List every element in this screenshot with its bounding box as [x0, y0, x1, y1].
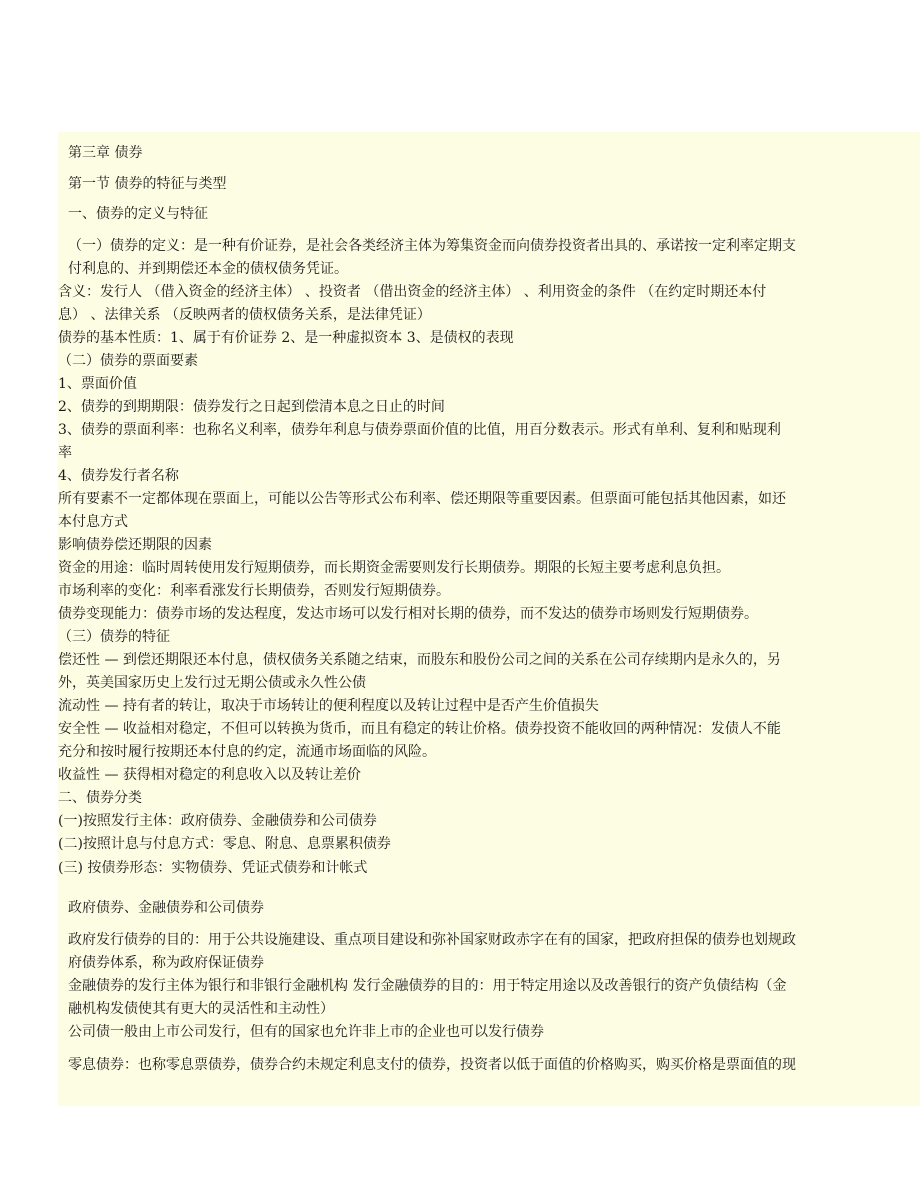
issuer-name: 4、债券发行者名称: [58, 468, 179, 484]
corp: 公司债一般由上市公司发行，但有的国家也允许非上市的企业也可以发行债券: [68, 1024, 544, 1040]
factor-rate: 市场利率的变化：利率看涨发行长期债券，否则发行短期债券。: [58, 583, 450, 599]
all-elements-line-2: 本付息方式: [58, 514, 128, 530]
factors-heading: 影响债券偿还期限的因素: [58, 537, 212, 553]
gov-line-2: 府债券体系，称为政府保证债券: [68, 955, 264, 971]
meaning-line-2: 息） 、法律关系 （反映两者的债权债务关系，是法律凭证）: [58, 307, 431, 323]
basic-nature: 债券的基本性质：1、属于有价证券 2、是一种虚拟资本 3、是债权的表现: [58, 330, 514, 346]
all-elements-line-1: 所有要素不一定都体现在票面上，可能以公告等形式公布利率、偿还期限等重要因素。但票面可能包括其他因素，如还: [58, 491, 786, 507]
classification-heading: 二、债券分类: [58, 790, 142, 806]
chapter-title: 第三章 债券: [68, 145, 143, 161]
zero-coupon: 零息债券：也称零息票债券，债券合约未规定利息支付的债券，投资者以低于面值的价格购买，购买价格是票面值的现: [68, 1057, 796, 1073]
safety-line-2: 充分和按时履行按期还本付息的约定，流通市场面临的风险。: [58, 744, 436, 760]
fin-line-1: 金融债券的发行主体为银行和非银行金融机构 发行金融债券的目的：用于特定用途以及改善银行的资产负债结构（金: [68, 978, 787, 994]
gov-fin-corp-heading: 政府债券、金融债券和公司债券: [68, 900, 264, 916]
document-content: [58, 132, 920, 1106]
class-1: (一)按照发行主体：政府债券、金融债券和公司债券: [58, 813, 377, 829]
class-2: (二)按照计息与付息方式：零息、附息、息票累积债券: [58, 836, 391, 852]
section-title: 第一节 债券的特征与类型: [68, 176, 227, 192]
definition-line-1: （一）债券的定义：是一种有价证券，是社会各类经济主体为筹集资金而向债券投资者出具的、承诺按一定利率定期支: [68, 238, 796, 254]
face-value: 1、票面价值: [58, 376, 137, 392]
definition-line-2: 付利息的、并到期偿还本金的债权债务凭证。: [68, 261, 348, 277]
face-elements-heading: （二）债券的票面要素: [58, 353, 198, 369]
repay-line-2: 外，英美国家历史上发行过无期公债或永久性公债: [58, 675, 366, 691]
factor-liquidity: 债券变现能力：债券市场的发达程度，发达市场可以发行相对长期的债券，而不发达的债券市场则发行短期债券。: [58, 606, 758, 622]
profit: 收益性 — 获得相对稳定的利息收入以及转让差价: [58, 767, 361, 783]
repay-line-1: 偿还性 — 到偿还期限还本付息，债权债务关系随之结束，而股东和股份公司之间的关系在公司存续期内是永久的，另: [58, 652, 781, 668]
factor-funds: 资金的用途：临时周转使用发行短期债券，而长期资金需要则发行长期债券。期限的长短主要考虑利息负担。: [58, 560, 730, 576]
liquidity: 流动性 — 持有者的转让，取决于市场转让的便利程度以及转让过程中是否产生价值损失: [58, 698, 599, 714]
fin-line-2: 融机构发债使其有更大的灵活性和主动性）: [68, 1001, 334, 1017]
gov-line-1: 政府发行债券的目的：用于公共设施建设、重点项目建设和弥补国家财政赤字在有的国家，把政府担保的债券也划规政: [68, 932, 796, 948]
safety-line-1: 安全性 — 收益相对稳定，不但可以转换为货币，而且有稳定的转让价格。债券投资不能收回的两种情况：发债人不能: [58, 721, 781, 737]
rate-line-2: 率: [58, 445, 72, 461]
maturity: 2、债券的到期期限：债券发行之日起到偿清本息之日止的时间: [58, 399, 445, 415]
features-heading: （三）债券的特征: [58, 629, 170, 645]
document-page: [58, 132, 920, 1106]
heading-definition: 一、债券的定义与特征: [68, 206, 208, 222]
class-3: (三) 按债券形态：实物债券、凭证式债券和计帐式: [58, 860, 368, 876]
rate-line-1: 3、债券的票面利率：也称名义利率，债券年利息与债券票面价值的比值，用百分数表示。形式有单利、复利和贴现利: [58, 422, 781, 438]
meaning-line-1: 含义：发行人 （借入资金的经济主体） 、投资者 （借出资金的经济主体） 、利用资金的条件 （在约定时期还本付: [58, 284, 767, 300]
